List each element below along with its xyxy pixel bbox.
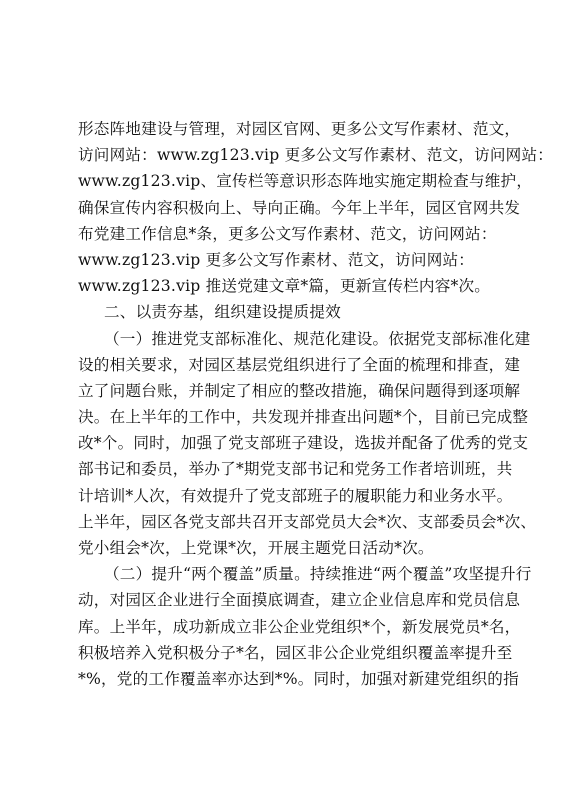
document-body — [78, 116, 554, 692]
text-line: 立了问题台账，并制定了相应的整改措施，确保问题得到逐项解 — [78, 381, 521, 400]
text-line: 决。在上半年的工作中，共发现并排查出问题*个，目前已完成整 — [78, 408, 529, 427]
text-line: www.zg123.vip 更多公文写作素材、范文，访问网站： — [78, 250, 475, 269]
text-line: 改*个。同时，加强了党支部班子建设，选拔并配备了优秀的党支 — [78, 434, 529, 453]
text-line: 访问网站：www.zg123.vip 更多公文写作素材、范文，访问网站： — [78, 146, 554, 165]
text-line: www.zg123.vip 推送党建文章*篇，更新宣传栏内容*次。 — [78, 277, 491, 296]
text-line: （二）提升“两个覆盖”质量。持续推进“两个覆盖”攻坚提升行 — [104, 565, 532, 584]
text-line: 计培训*人次，有效提升了党支部班子的履职能力和业务水平。 — [78, 486, 513, 505]
text-line: *%，党的工作覆盖率亦达到*%。同时，加强对新建党组织的指 — [78, 669, 519, 688]
text-line: 部书记和委员，举办了*期党支部书记和党务工作者培训班，共 — [78, 460, 513, 479]
text-line: 形态阵地建设与管理，对园区官网、更多公文写作素材、范文， — [78, 120, 521, 138]
text-line: 设的相关要求，对园区基层党组织进行了全面的梳理和排查，建 — [78, 355, 521, 374]
text-line: 确保宣传内容积极向上、导向正确。今年上半年，园区官网共发 — [78, 198, 521, 217]
text-line: 积极培养入党积极分子*名，园区非公企业党组织覆盖率提升至 — [78, 643, 513, 662]
text-line: 二、以责夯基，组织建设提质提效 — [104, 303, 341, 322]
text-line: 库。上半年，成功新成立非公企业党组织*个，新发展党员*名， — [78, 617, 521, 636]
text-line: 布党建工作信息*条，更多公文写作素材、范文，访问网站： — [78, 224, 497, 243]
text-line: 上半年，园区各党支部共召开支部党员大会*次、支部委员会*次、 — [78, 512, 537, 531]
text-line: 动，对园区企业进行全面摸底调查，建立企业信息库和党员信息 — [78, 591, 521, 610]
text-line: 党小组会*次，上党课*次，开展主题党日活动*次。 — [78, 539, 434, 557]
text-line: （一）推进党支部标准化、规范化建设。依据党支部标准化建 — [104, 329, 531, 348]
text-line: www.zg123.vip、宣传栏等意识形态阵地实施定期检查与维护， — [78, 172, 533, 191]
